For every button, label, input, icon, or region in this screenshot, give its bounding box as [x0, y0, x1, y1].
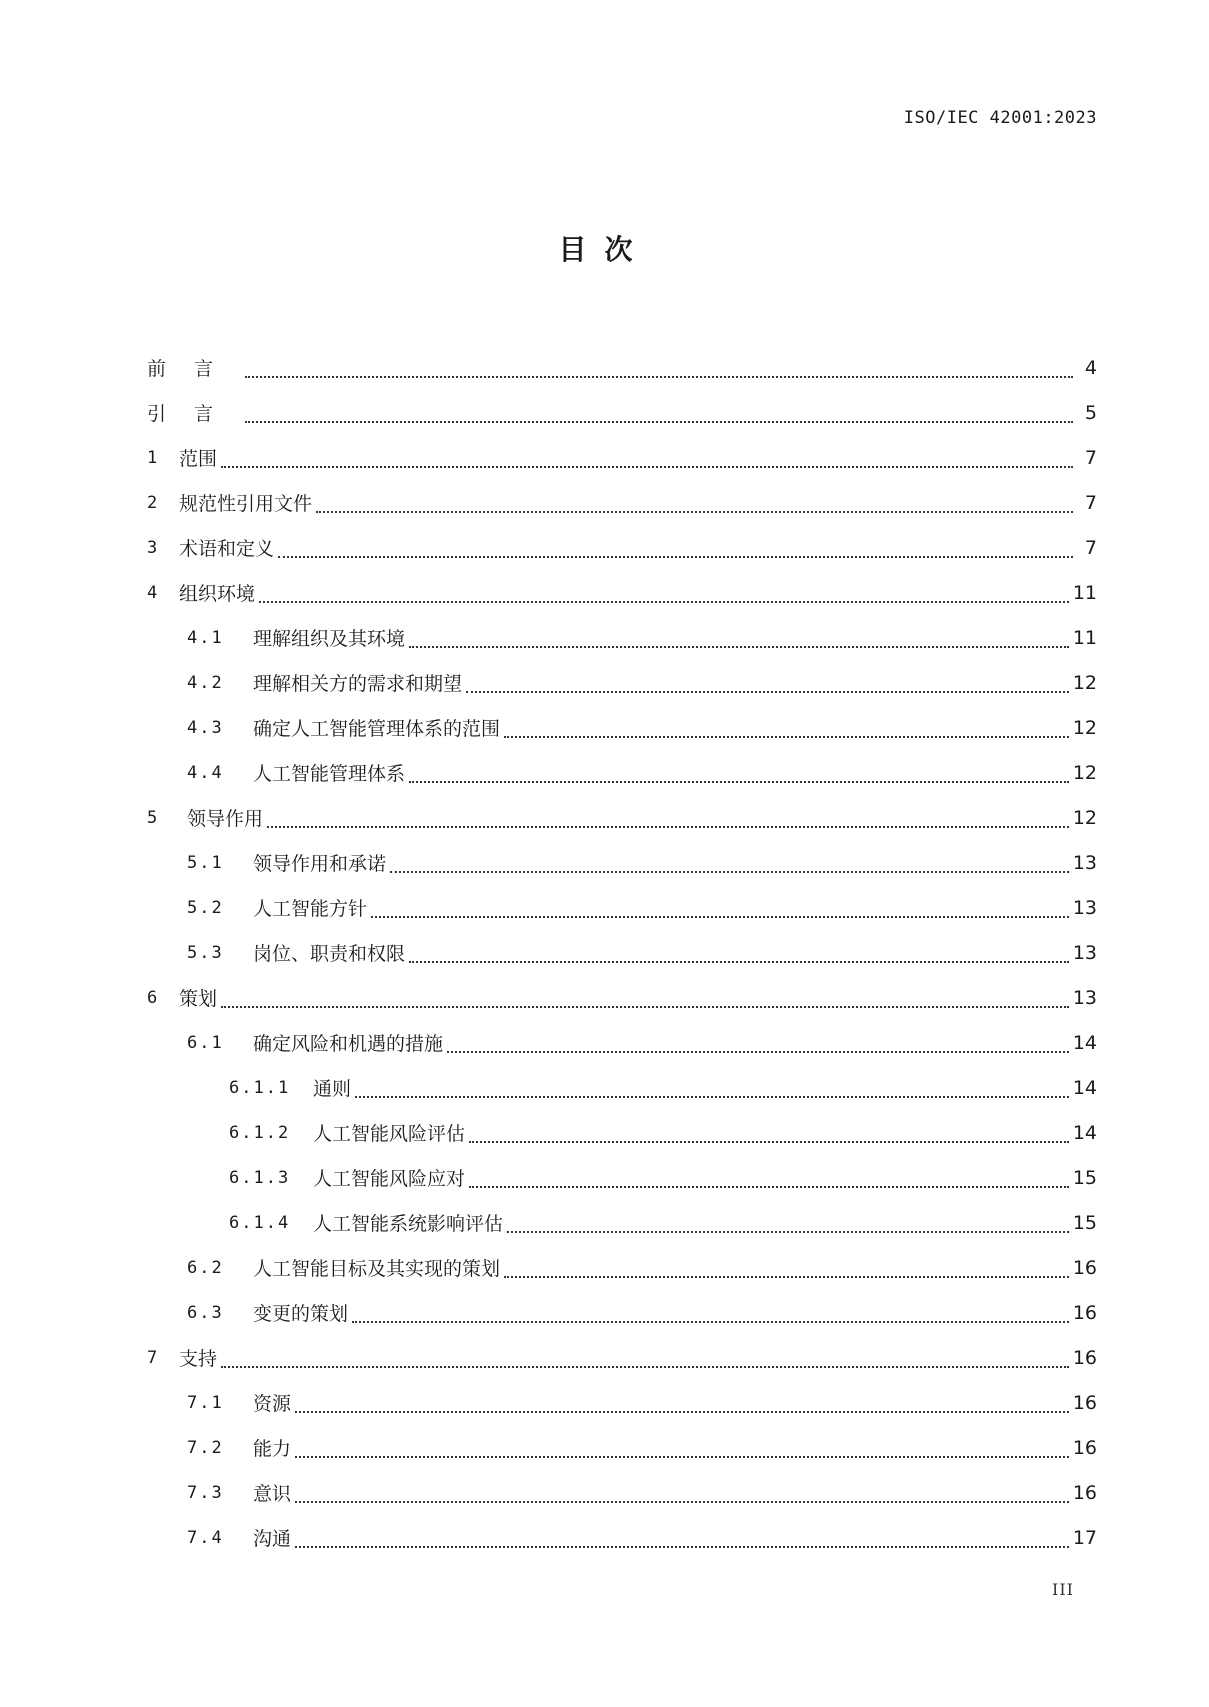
toc-entry-label: 引言	[147, 403, 242, 425]
toc-entry-label: 人工智能目标及其实现的策划	[253, 1258, 501, 1280]
toc-entry-number: 5.2	[187, 897, 224, 918]
toc-entry[interactable]	[147, 1290, 1097, 1335]
toc-entry[interactable]	[147, 1020, 1097, 1065]
toc-entry-label: 范围	[179, 448, 218, 470]
toc-entry-label: 人工智能系统影响评估	[313, 1213, 504, 1235]
toc-leader-dots	[259, 599, 1069, 603]
toc-entry-label: 人工智能风险评估	[313, 1123, 466, 1145]
toc-entry-number: 6.1.1	[229, 1077, 291, 1098]
toc-entry-number: 5	[147, 807, 158, 828]
toc-entry-page: 13	[1072, 986, 1097, 1009]
toc-leader-dots	[295, 1499, 1069, 1503]
toc-entry[interactable]	[147, 1425, 1097, 1470]
toc-entry[interactable]	[147, 615, 1097, 660]
toc-entry-number: 4.4	[187, 762, 224, 783]
toc-entry-number: 7.2	[187, 1437, 224, 1458]
toc-entry-label: 支持	[179, 1348, 218, 1370]
toc-entry-number: 7.4	[187, 1527, 224, 1548]
toc-entry-number: 2	[147, 492, 158, 513]
toc-entry[interactable]	[147, 1515, 1097, 1560]
toc-leader-dots	[371, 914, 1069, 918]
toc-entry-number: 4.3	[187, 717, 224, 738]
toc-entry[interactable]	[147, 1245, 1097, 1290]
toc-leader-dots	[466, 689, 1069, 693]
toc-entry-label: 术语和定义	[179, 538, 275, 560]
toc-leader-dots	[221, 1004, 1069, 1008]
toc-entry-page: 5	[1084, 401, 1097, 424]
toc-entry-number: 6	[147, 987, 158, 1008]
toc-entry-label: 确定人工智能管理体系的范围	[253, 718, 501, 740]
toc-entry-number: 6.2	[187, 1257, 224, 1278]
toc-entry-page: 13	[1072, 896, 1097, 919]
toc-entry-label: 资源	[253, 1393, 292, 1415]
toc-entry-page: 7	[1084, 491, 1097, 514]
toc-leader-dots	[295, 1409, 1069, 1413]
toc-entry-page: 12	[1072, 716, 1097, 739]
toc-entry-page: 15	[1072, 1166, 1097, 1189]
toc-leader-dots	[245, 419, 1073, 423]
toc-leader-dots	[295, 1544, 1069, 1548]
toc-entry[interactable]	[147, 345, 1097, 390]
toc-entry[interactable]	[147, 1200, 1097, 1245]
toc-entry-page: 16	[1072, 1481, 1097, 1504]
toc-leader-dots	[504, 734, 1069, 738]
toc-leader-dots	[295, 1454, 1069, 1458]
toc-entry[interactable]	[147, 795, 1097, 840]
toc-entry-number: 7.1	[187, 1392, 224, 1413]
toc-entry-page: 12	[1072, 806, 1097, 829]
toc-entry-label: 通则	[313, 1078, 352, 1100]
toc-entry-number: 5.3	[187, 942, 224, 963]
toc-entry-label: 理解相关方的需求和期望	[253, 673, 463, 695]
toc-entry-label: 确定风险和机遇的措施	[253, 1033, 444, 1055]
toc-entry-page: 14	[1072, 1031, 1097, 1054]
toc-entry-page: 7	[1084, 536, 1097, 559]
toc-entry[interactable]	[147, 930, 1097, 975]
toc-leader-dots	[390, 869, 1069, 873]
toc-entry-number: 6.1.3	[229, 1167, 291, 1188]
toc-entry-number: 1	[147, 447, 158, 468]
toc-leader-dots	[245, 374, 1073, 378]
toc-entry[interactable]	[147, 705, 1097, 750]
toc-leader-dots	[278, 554, 1073, 558]
toc-entry-label: 规范性引用文件	[179, 493, 313, 515]
toc-leader-dots	[469, 1184, 1069, 1188]
toc-entry-number: 4	[147, 582, 158, 603]
toc-entry-label: 人工智能方针	[253, 898, 368, 920]
toc-entry-label: 前言	[147, 358, 242, 380]
toc-leader-dots	[267, 824, 1069, 828]
page-number: III	[1052, 1580, 1074, 1599]
toc-entry[interactable]	[147, 975, 1097, 1020]
toc-entry-number: 7	[147, 1347, 158, 1368]
toc-entry-label: 策划	[179, 988, 218, 1010]
toc-entry-page: 14	[1072, 1076, 1097, 1099]
toc-entry-page: 16	[1072, 1301, 1097, 1324]
toc-entry-label: 意识	[253, 1483, 292, 1505]
toc-leader-dots	[355, 1094, 1069, 1098]
toc-entry[interactable]	[147, 480, 1097, 525]
toc-entry-page: 4	[1084, 356, 1097, 379]
toc-entry-label: 能力	[253, 1438, 292, 1460]
toc-entry-label: 人工智能管理体系	[253, 763, 406, 785]
toc-entry-page: 12	[1072, 761, 1097, 784]
toc-entry-label: 岗位、职责和权限	[253, 943, 406, 965]
toc-entry-page: 15	[1072, 1211, 1097, 1234]
toc-entry[interactable]	[147, 1470, 1097, 1515]
standard-code: ISO/IEC 42001:2023	[903, 108, 1097, 128]
toc-entry-number: 4.1	[187, 627, 224, 648]
toc-entry[interactable]	[147, 1155, 1097, 1200]
toc-entry-page: 16	[1072, 1436, 1097, 1459]
toc-entry[interactable]	[147, 1110, 1097, 1155]
toc-entry[interactable]	[147, 435, 1097, 480]
toc-entry-number: 4.2	[187, 672, 224, 693]
toc-leader-dots	[316, 509, 1073, 513]
toc-entry-page: 14	[1072, 1121, 1097, 1144]
toc-leader-dots	[409, 959, 1069, 963]
toc-entry-page: 11	[1072, 581, 1097, 604]
toc-entry[interactable]	[147, 1065, 1097, 1110]
toc-entry[interactable]	[147, 390, 1097, 435]
toc-leader-dots	[221, 464, 1073, 468]
toc-entry-number: 6.1.4	[229, 1212, 291, 1233]
toc-entry[interactable]	[147, 525, 1097, 570]
toc-entry-label: 人工智能风险应对	[313, 1168, 466, 1190]
toc-leader-dots	[507, 1229, 1069, 1233]
toc-entry-page: 13	[1072, 941, 1097, 964]
toc-entry-number: 7.3	[187, 1482, 224, 1503]
toc-entry-page: 7	[1084, 446, 1097, 469]
toc-entry-page: 16	[1072, 1256, 1097, 1279]
toc-entry[interactable]	[147, 750, 1097, 795]
toc-entry-number: 6.3	[187, 1302, 224, 1323]
toc-leader-dots	[409, 644, 1069, 648]
toc-entry-label: 理解组织及其环境	[253, 628, 406, 650]
toc-leader-dots	[352, 1319, 1069, 1323]
toc-leader-dots	[504, 1274, 1069, 1278]
toc-entry-page: 13	[1072, 851, 1097, 874]
toc-entry-number: 6.1	[187, 1032, 224, 1053]
page-title: 目次	[558, 233, 651, 266]
toc-entry-label: 组织环境	[179, 583, 256, 605]
toc-leader-dots	[409, 779, 1069, 783]
toc-leader-dots	[469, 1139, 1069, 1143]
toc-leader-dots	[221, 1364, 1069, 1368]
toc-entry-page: 12	[1072, 671, 1097, 694]
toc-entry-page: 17	[1072, 1526, 1097, 1549]
toc-entry-number: 5.1	[187, 852, 224, 873]
toc-entry[interactable]	[147, 840, 1097, 885]
toc-entry-number: 3	[147, 537, 158, 558]
toc-entry[interactable]	[147, 885, 1097, 930]
toc-entry-label: 领导作用	[187, 808, 264, 830]
toc-entry-label: 沟通	[253, 1528, 292, 1550]
toc-entry[interactable]	[147, 1335, 1097, 1380]
toc-entry[interactable]	[147, 570, 1097, 615]
toc-entry[interactable]	[147, 1380, 1097, 1425]
toc-entry-number: 6.1.2	[229, 1122, 291, 1143]
toc-entry-page: 16	[1072, 1391, 1097, 1414]
toc-leader-dots	[447, 1049, 1069, 1053]
toc-entry-label: 领导作用和承诺	[253, 853, 387, 875]
toc-entry-page: 11	[1072, 626, 1097, 649]
table-of-contents	[147, 345, 1097, 1560]
toc-entry-label: 变更的策划	[253, 1303, 349, 1325]
toc-entry[interactable]	[147, 660, 1097, 705]
toc-entry-page: 16	[1072, 1346, 1097, 1369]
